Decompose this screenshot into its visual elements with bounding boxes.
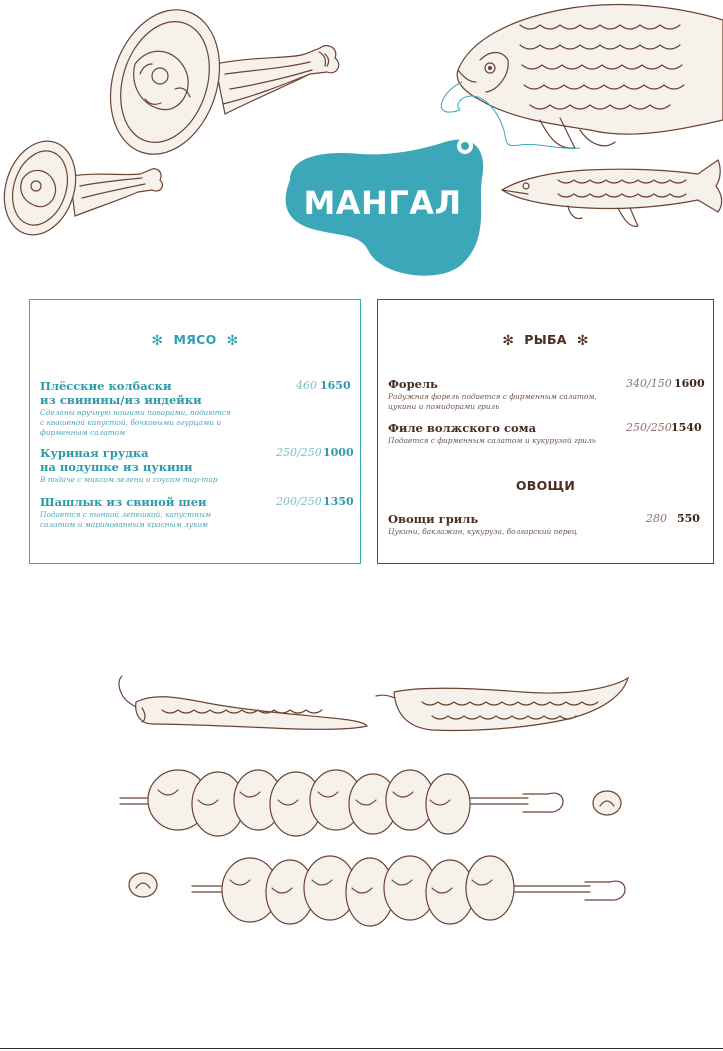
meat-section [29,299,361,564]
item-description: Радужная форель подается с фирменным салатом, цукини и помидорами гриль [388,392,597,411]
menu-item [40,379,350,438]
item-weight: 250/250 [626,421,672,434]
logo-text: МАНГАЛ [303,184,462,222]
item-price: 1600 [674,377,705,390]
menu-item [40,495,354,530]
item-description: Подается с фирменным салатом и кукурузой гриль [388,436,596,445]
item-price: 550 [677,512,700,525]
item-name: Форель [388,377,438,391]
item-description: Цукини, баклажан, кукуруза, болгарский перец [388,527,577,536]
fish-section-title: ✻ РЫБА ✻ [502,332,589,349]
meat-section-title: ✻ МЯСО ✻ [151,332,239,349]
item-name: Шашлык из свиной шеи [40,495,207,509]
star-icon: ✻ [576,333,589,349]
menu-item [388,421,703,446]
pepper-illustration-left [112,668,372,738]
item-price: 1540 [671,421,702,434]
skewer-illustration-bottom [190,848,640,940]
fish-section [377,299,714,564]
item-description: Подается с тонкой лепешкой, капустным салатом и маринованным красным луком [40,510,212,529]
item-weight: 460 [296,379,317,392]
menu-item [40,446,354,485]
item-name: Куриная грудка на подушке из цукини [40,446,193,474]
item-weight: 200/250 [276,495,322,508]
star-icon: ✻ [226,333,239,349]
pepper-illustration-right [372,672,634,740]
item-price: 1350 [323,495,354,508]
item-weight: 280 [646,512,667,525]
menu-item [388,512,703,537]
item-description: Сделаны вручную нашими поварами, подаются с квашеной капустой, бочковыми огурцами и фирменным салатом [40,408,231,437]
item-price: 1000 [323,446,354,459]
item-description: В подаче с миксом зелени и соусом тар-тар [40,475,218,484]
page-bottom-rule [0,1048,723,1049]
item-name: Филе волжского сома [388,421,537,435]
item-weight: 340/150 [626,377,672,390]
pike-illustration [498,150,723,234]
star-icon: ✻ [151,333,164,349]
item-weight: 250/250 [276,446,322,459]
ham-illustration-small [0,136,165,244]
skewer-illustration-top [118,760,588,850]
star-icon: ✻ [502,333,515,349]
item-name: Овощи гриль [388,512,479,526]
pepper-ring-icon-right [590,788,624,818]
pepper-ring-icon-left [126,870,160,900]
item-name: Плёсские колбаски из свинины/из индейки [40,379,202,407]
veg-section-title: ОВОЩИ [515,478,576,493]
menu-item [388,377,703,412]
item-price: 1650 [320,379,351,392]
